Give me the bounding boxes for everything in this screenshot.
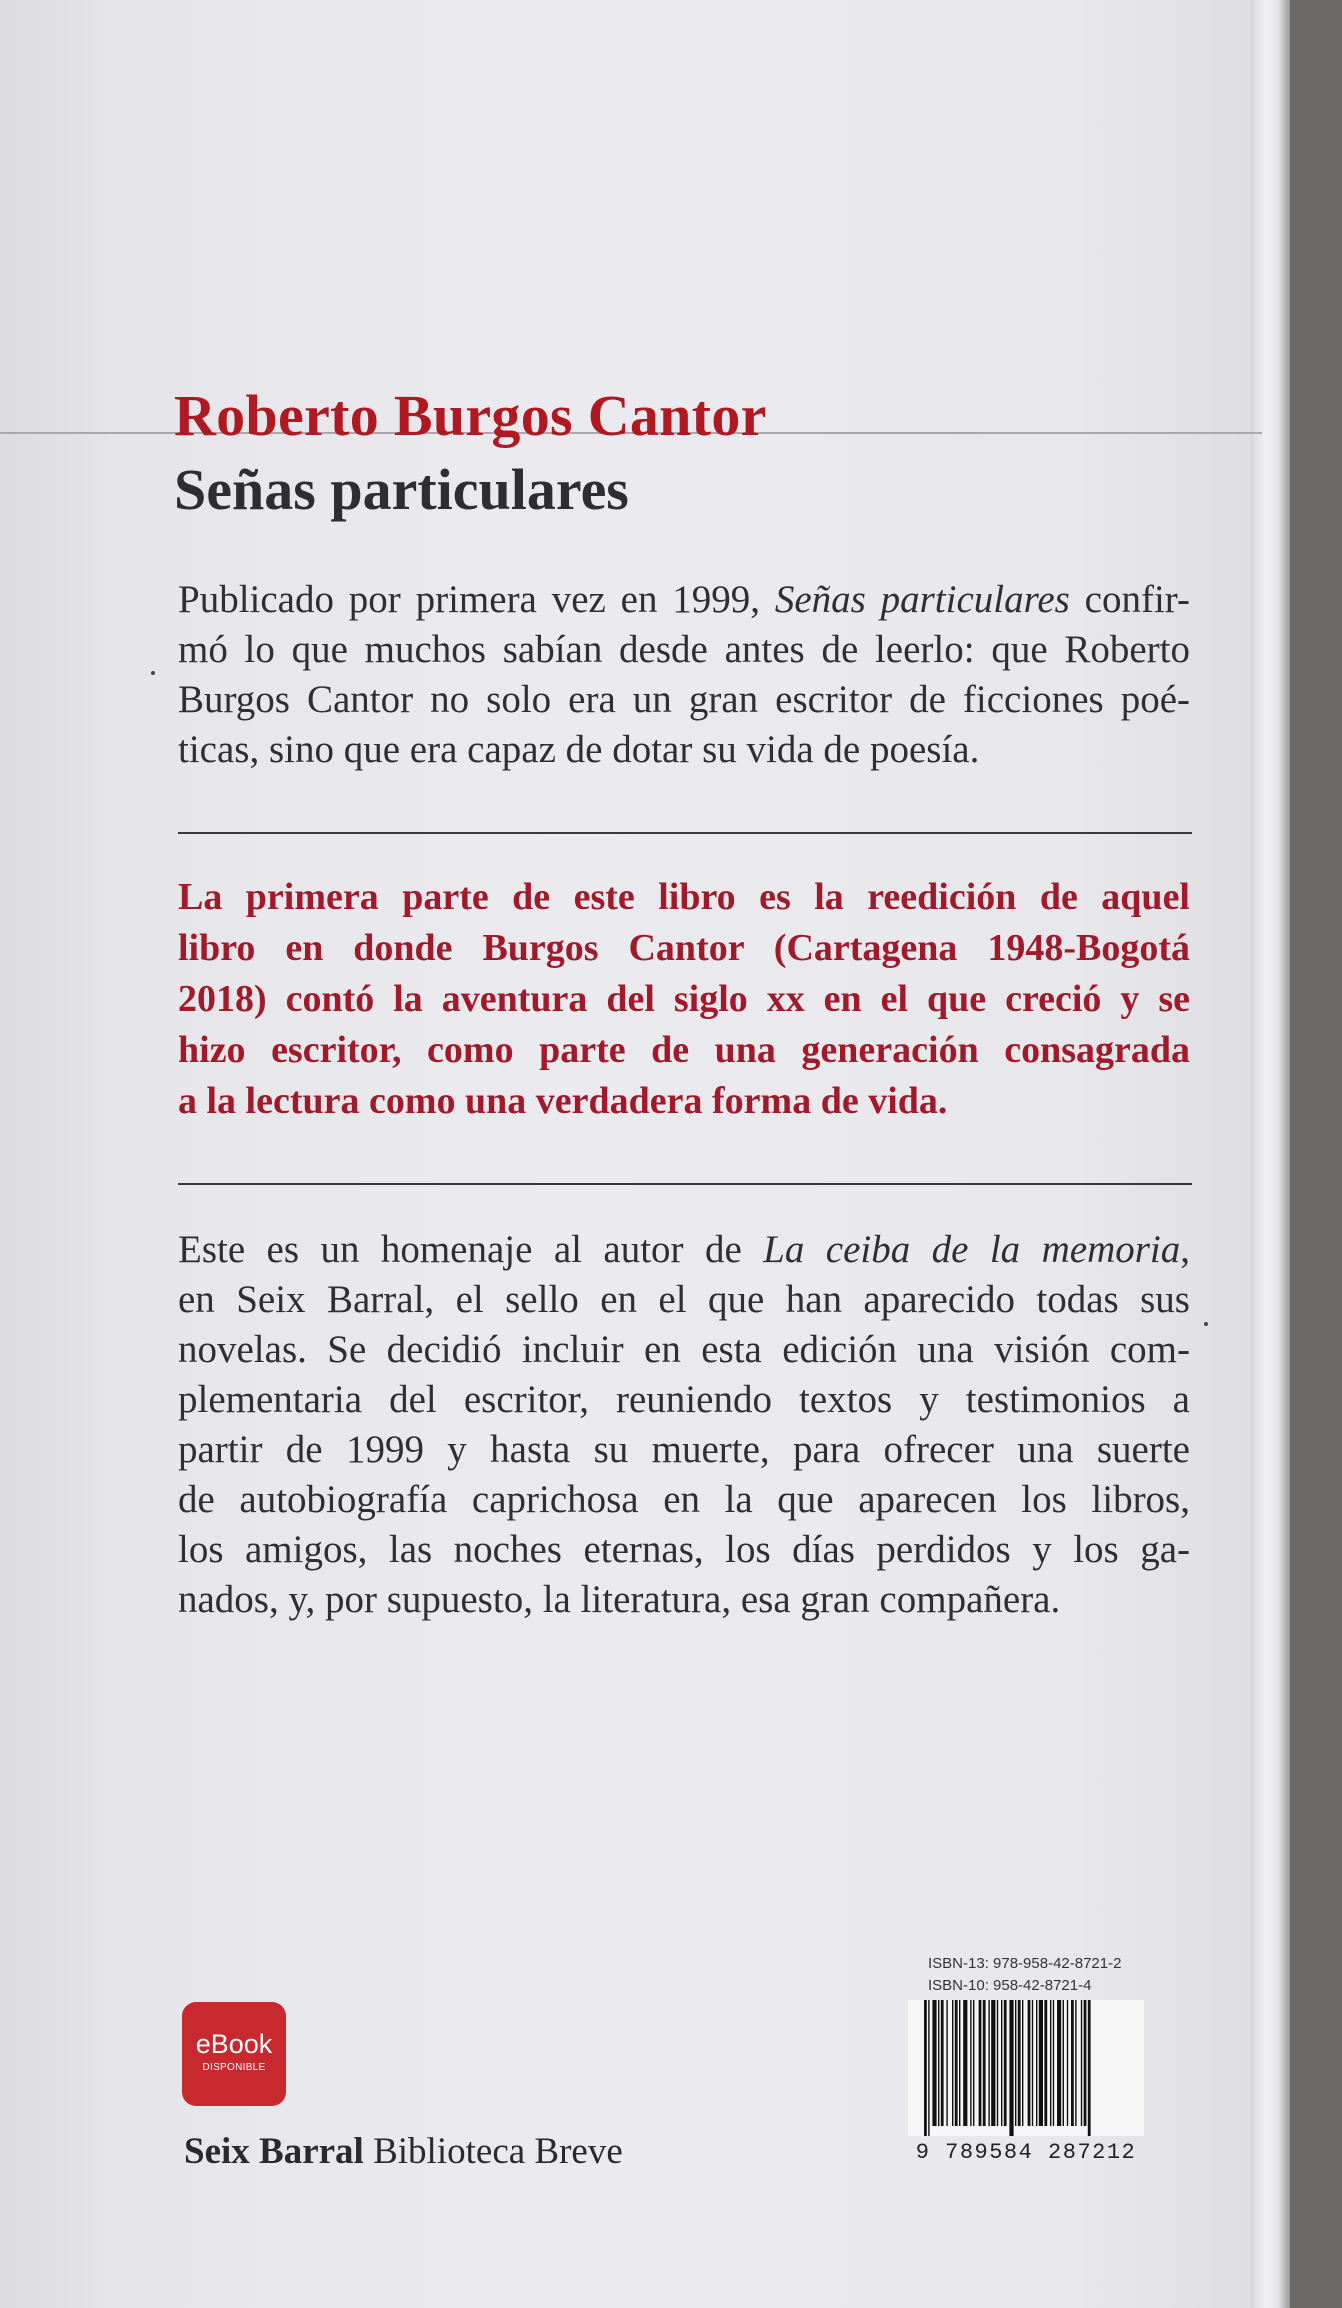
barcode-bar xyxy=(1067,2000,1068,2126)
barcode-bar xyxy=(1001,2000,1002,2126)
text-line: ticas, sino que era capaz de dotar su vida de poesía. xyxy=(178,728,980,771)
barcode-bar xyxy=(1036,2000,1037,2126)
barcode-bar xyxy=(988,2000,989,2126)
barcode-bar xyxy=(970,2000,971,2126)
text-line: nados, y, por supuesto, la literatura, esa gran compañera. xyxy=(178,1578,1061,1621)
homage-paragraph xyxy=(178,1225,1190,1625)
barcode-bar xyxy=(952,2000,953,2126)
barcode-bar xyxy=(1053,2000,1054,2126)
highlight-paragraph xyxy=(178,872,1190,1127)
barcode-bar xyxy=(997,2000,998,2126)
ebook-badge xyxy=(182,2002,286,2106)
barcode-bar xyxy=(1075,2000,1076,2126)
barcode-bar xyxy=(938,2000,939,2126)
barcode-bar xyxy=(932,2000,936,2126)
barcode-bars xyxy=(924,2000,1128,2136)
barcode-bar xyxy=(1018,2000,1021,2126)
barcode-bar xyxy=(928,2000,929,2136)
barcode-bar xyxy=(924,2000,927,2136)
barcode-bar xyxy=(963,2000,967,2126)
barcode-number: 9 789584 287212 xyxy=(915,2140,1137,2165)
text-line: Este es un homenaje al autor de La ceiba de la memoria, xyxy=(178,1228,1190,1271)
ebook-label: eBook xyxy=(195,2029,273,2059)
text-line: libro en donde Burgos Cantor (Cartagena 1948-Bogotá xyxy=(178,927,1190,969)
barcode-bar xyxy=(1039,2000,1043,2126)
collection-name: Biblioteca Breve xyxy=(373,2131,623,2172)
text-line: a la lectura como una verdadera forma de vida. xyxy=(178,1080,948,1122)
barcode-bar xyxy=(983,2000,986,2126)
text-line: los amigos, las noches eternas, los días perdidos y los ga- xyxy=(178,1528,1190,1571)
divider-rule xyxy=(178,832,1192,834)
barcode-bar xyxy=(979,2000,982,2126)
text-line: Publicado por primera vez en 1999, Señas particulares confir- xyxy=(178,578,1191,621)
text-line: en Seix Barral, el sello en el que han aparecido todas sus xyxy=(178,1278,1190,1321)
publisher-name: Seix Barral xyxy=(184,2131,364,2172)
barcode-bar xyxy=(1028,2000,1031,2126)
publisher-imprint xyxy=(184,2130,623,2173)
text-line: de autobiografía caprichosa en la que aparecen los libros, xyxy=(178,1478,1190,1521)
text-line: plementaria del escritor, reuniendo textos y testimonios a xyxy=(178,1378,1190,1421)
speck xyxy=(1204,1322,1208,1326)
text-line: 2018) contó la aventura del siglo xx en el que creció y se xyxy=(178,978,1190,1020)
barcode-bar xyxy=(1004,2000,1007,2126)
isbn-10: ISBN-10: 958-42-8721-4 xyxy=(928,1977,1092,1994)
barcode-bar xyxy=(1015,2000,1016,2126)
barcode-bar xyxy=(1088,2000,1091,2136)
barcode-bar xyxy=(1063,2000,1064,2126)
book-spine-edge xyxy=(1250,0,1290,2308)
barcode-bar xyxy=(955,2000,958,2126)
barcode-bar xyxy=(991,2000,995,2126)
barcode-bar xyxy=(959,2000,960,2126)
barcode-bar xyxy=(1032,2000,1033,2126)
barcode-bar xyxy=(941,2000,944,2126)
barcode-bar xyxy=(1050,2000,1051,2126)
intro-paragraph xyxy=(178,575,1190,775)
barcode-bar xyxy=(1057,2000,1061,2126)
text-line: novelas. Se decidió incluir en esta edición una visión com- xyxy=(178,1328,1190,1371)
barcode-bar xyxy=(1044,2000,1047,2126)
barcode-bar xyxy=(1084,2000,1087,2126)
barcode-bar xyxy=(1071,2000,1074,2126)
text-line: La primera parte de este libro es la reedición de aquel xyxy=(178,876,1190,918)
ebook-sublabel: DISPONIBLE xyxy=(202,2062,266,2073)
isbn-13: ISBN-13: 978-958-42-8721-2 xyxy=(928,1955,1122,1972)
barcode-bar xyxy=(1022,2000,1023,2126)
barcode-bar xyxy=(1009,2000,1013,2136)
barcode xyxy=(908,2000,1144,2165)
speck xyxy=(151,671,155,675)
barcode-bar xyxy=(946,2000,947,2126)
text-line: hizo escritor, como parte de una generación consagrada xyxy=(178,1029,1190,1071)
book-title: Señas particulares xyxy=(174,457,629,522)
divider-rule xyxy=(178,1183,1192,1185)
text-line: partir de 1999 y hasta su muerte, para ofrecer una suerte xyxy=(178,1428,1190,1471)
text-line: mó lo que muchos sabían desde antes de leerlo: que Roberto xyxy=(178,628,1190,671)
barcode-bar xyxy=(1081,2000,1082,2126)
barcode-bar xyxy=(973,2000,974,2126)
text-line: Burgos Cantor no solo era un gran escritor de ficciones poé- xyxy=(178,678,1190,721)
author-name: Roberto Burgos Cantor xyxy=(174,383,767,448)
